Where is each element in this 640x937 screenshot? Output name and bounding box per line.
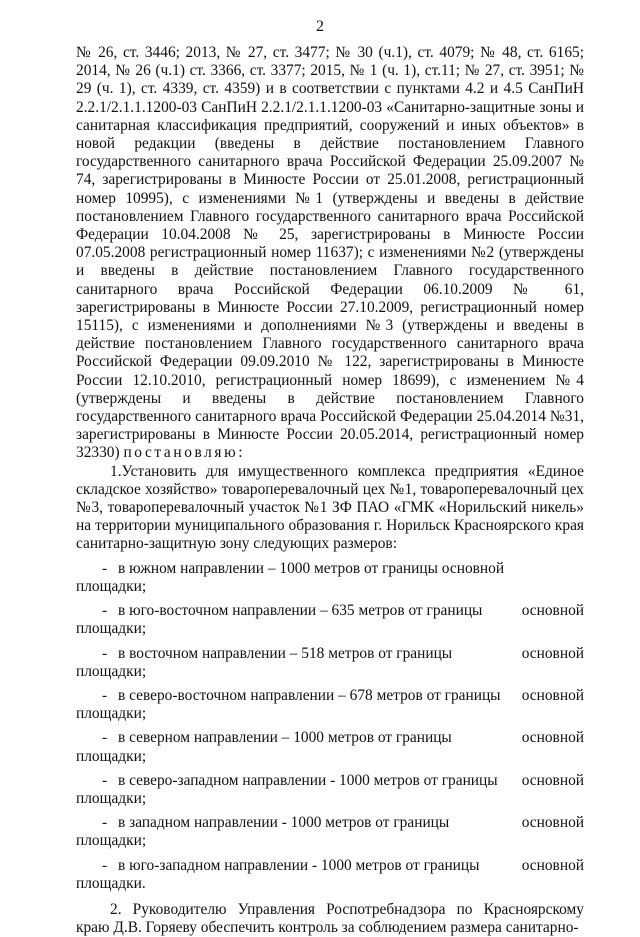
list-dash: - — [102, 856, 108, 874]
zone-item-south — [76, 560, 584, 596]
zone-tail: основной — [521, 771, 584, 789]
zone-text: в восточном направлении – 518 метров от границы — [118, 644, 453, 662]
zone-text: в юго-восточном направлении – 635 метров от границы — [118, 602, 483, 620]
list-dash: - — [102, 729, 108, 747]
zone-wrap: площадки; — [76, 705, 147, 723]
list-dash: - — [102, 686, 108, 704]
zone-text: в западном направлении - 1000 метров от границы — [118, 814, 450, 832]
intro-text: № 26, ст. 3446; 2013, № 27, ст. 3477; № 30 (ч.1), ст. 4079; № 48, ст. 6165; 2014, № 26 (ч.1) ст. 3366, ст. 3377; 2015, № 1 (ч. 1), ст.11; № 27, ст. 3951; № 29 (ч. 1), ст. 4339, ст. 4359) и в соответствии с пунктами 4.2 и 4.5 СанПиН 2.2.1/2.1.1.1200-03 СанПиН 2.2.1/2.1.1.1200-03 «Санитарно-защитные зоны и санитарная классификация предприятий, сооружений и иных объектов» в новой редакции (введены в действие постановлением Главного государственного санитарного врача Российской Федерации 25.09.2007 № 74, зарегистрированы в Минюсте России от 25.01.2008, регистрационный номер 10995), с изменениями №1 (утверждены и введены в действие постановлением Главного государственного санитарного врача Российской Федерации 10.04.2008 № 25, зарегистрированы в Минюсте России 07.05.2008 регистрационный номер 11637); с изменениями №2 (утверждены и введены в действие постановлением Главного государственного санитарного врача Российской Федерации 06.10.2009 № 61, зарегистрированы в Минюсте России 27.10.2009, регистрационный номер 15115), с изменениями и дополнениями №3 (утверждены и введены в действие постановлением Главного государственного санитарного врача Российской Федерации 09.09.2010 № 122, зарегистрированы в Минюсте России 12.10.2010, регистрационный номер 18699), с изменением №4 (утверждены и введены в действие постановлением Главного государственного санитарного врача Российской Федерации 25.04.2014 №31, зарегистрированы в Минюсте России 20.05.2014, регистрационный номер 32330) — [76, 44, 584, 462]
zone-wrap: площадки. — [76, 874, 146, 892]
zone-list — [76, 560, 584, 893]
zone-tail: основной — [521, 602, 584, 620]
zone-tail: основной — [521, 686, 584, 704]
zone-text: в южном направлении – 1000 метров от границы основной — [118, 559, 505, 577]
zone-wrap: площадки; — [76, 662, 147, 680]
paragraph-2: 2. Руководителю Управления Роспотребнадзора по Красноярскому краю Д.В. Горяеву обеспечить контроль за соблюдением размера санитарно- — [76, 900, 584, 937]
zone-item-north — [76, 729, 584, 765]
decree-keyword: постановляю: — [123, 444, 246, 462]
intro-paragraph — [76, 44, 584, 463]
zone-wrap: площадки; — [76, 832, 147, 850]
zone-text: в северном направлении – 1000 метров от границы — [118, 729, 452, 747]
zone-item-northwest — [76, 772, 584, 808]
zone-tail: основной — [521, 814, 584, 832]
zone-wrap: площадки; — [76, 747, 147, 765]
list-dash: - — [102, 559, 108, 577]
list-dash: - — [102, 771, 108, 789]
paragraph-1: 1.Установить для имущественного комплекса предприятия «Единое складское хозяйство» товароперевалочный цех №1, товароперевалочный цех №3, товароперевалочный участок №1 ЗФ ПАО «ГМК «Норильский никель» на территории муниципального образования г. Норильск Красноярского края санитарно-защитную зону следующих размеров: — [76, 462, 584, 553]
zone-item-west — [76, 814, 584, 850]
zone-wrap: площадки; — [76, 620, 147, 638]
zone-item-southwest — [76, 857, 584, 893]
list-dash: - — [102, 602, 108, 620]
page-number: 2 — [316, 18, 324, 35]
zone-text: в северо-западном направлении - 1000 метров от границы — [118, 771, 498, 789]
zone-text: в северо-восточном направлении – 678 метров от границы — [118, 686, 501, 704]
zone-wrap: площадки; — [76, 789, 147, 807]
zone-wrap: площадки; — [76, 577, 147, 595]
list-dash: - — [102, 644, 108, 662]
zone-item-northeast — [76, 687, 584, 723]
zone-item-east — [76, 645, 584, 681]
list-dash: - — [102, 814, 108, 832]
zone-item-southeast — [76, 602, 584, 638]
zone-tail: основной — [521, 856, 584, 874]
zone-tail: основной — [521, 729, 584, 747]
zone-text: в юго-западном направлении - 1000 метров от границы — [118, 856, 480, 874]
document-body — [76, 44, 584, 937]
zone-tail: основной — [521, 644, 584, 662]
